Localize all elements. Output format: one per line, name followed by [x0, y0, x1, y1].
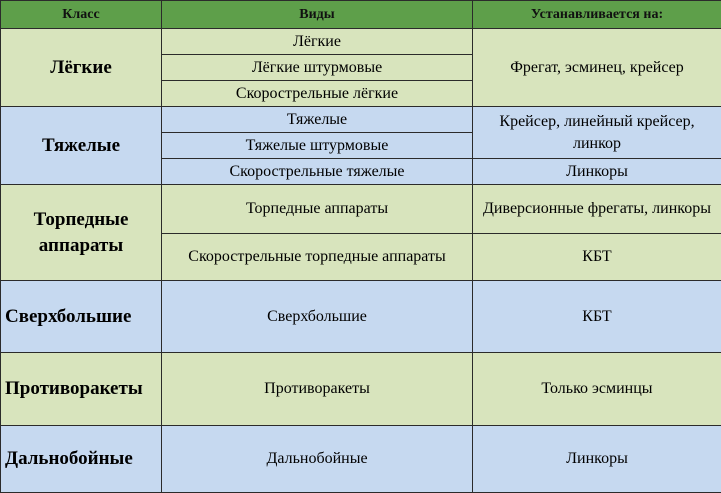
class-cell-torpedo: Торпедные аппараты	[1, 185, 162, 281]
installed-cell: КБТ	[473, 234, 721, 281]
kind-cell: Лёгкие штурмовые	[162, 55, 473, 81]
installed-cell: Крейсер, линейный крейсер, линкор	[473, 107, 721, 159]
kind-cell: Тяжелые штурмовые	[162, 133, 473, 159]
table-row	[1, 426, 721, 493]
kind-cell: Противоракеты	[162, 353, 473, 426]
installed-cell: Фрегат, эсминец, крейсер	[473, 29, 721, 107]
installed-cell: КБТ	[473, 281, 721, 353]
header-row	[1, 1, 721, 29]
kind-cell: Скорострельные тяжелые	[162, 159, 473, 185]
kind-cell: Тяжелые	[162, 107, 473, 133]
class-cell-superlarge: Сверхбольшие	[1, 281, 162, 353]
installed-cell: Линкоры	[473, 426, 721, 493]
installed-cell: Диверсионные фрегаты, линкоры	[473, 185, 721, 234]
table-row	[1, 29, 721, 55]
kind-cell: Лёгкие	[162, 29, 473, 55]
table-row	[1, 107, 721, 133]
header-kinds: Виды	[162, 1, 473, 29]
installed-cell: Только эсминцы	[473, 353, 721, 426]
kind-cell: Скорострельные лёгкие	[162, 81, 473, 107]
kind-cell: Скорострельные торпедные аппараты	[162, 234, 473, 281]
table-row	[1, 185, 721, 234]
class-cell-longrange: Дальнобойные	[1, 426, 162, 493]
header-class: Класс	[1, 1, 162, 29]
class-cell-heavy: Тяжелые	[1, 107, 162, 185]
class-cell-antimissile: Противоракеты	[1, 353, 162, 426]
header-installed-on: Устанавливается на:	[473, 1, 721, 29]
kind-cell: Дальнобойные	[162, 426, 473, 493]
class-cell-light: Лёгкие	[1, 29, 162, 107]
table-row	[1, 281, 721, 353]
installed-cell: Линкоры	[473, 159, 721, 185]
table-row	[1, 353, 721, 426]
kind-cell: Сверхбольшие	[162, 281, 473, 353]
kind-cell: Торпедные аппараты	[162, 185, 473, 234]
